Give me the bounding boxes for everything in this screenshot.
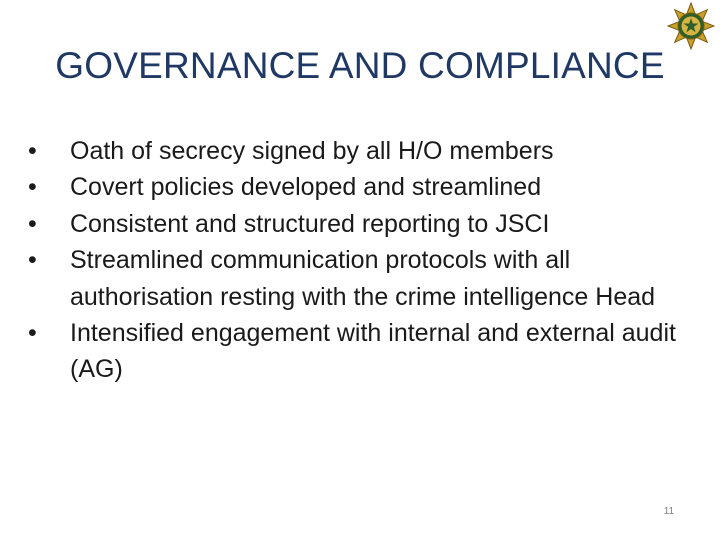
- page-number: 11: [663, 506, 675, 517]
- bullet-item: [28, 242, 688, 315]
- saps-star-emblem-icon: [667, 2, 715, 50]
- bullet-text: Oath of secrecy signed by all H/O members: [70, 137, 554, 165]
- bullet-dot-icon: •: [28, 173, 37, 202]
- bullet-text: Intensified engagement with internal and external audit (AG): [70, 319, 676, 384]
- bullet-item: [28, 169, 688, 205]
- emblem-graphic: [667, 2, 715, 50]
- bullet-item: [28, 133, 688, 169]
- bullet-text: Consistent and structured reporting to JSCI: [70, 209, 550, 238]
- bullet-dot-icon: •: [28, 209, 37, 238]
- slide-title: GOVERNANCE AND COMPLIANCE: [55, 45, 665, 86]
- bullet-dot-icon: •: [28, 137, 37, 165]
- bullet-item: [28, 315, 688, 388]
- bullet-dot-icon: •: [28, 319, 37, 348]
- bullet-item: [28, 206, 688, 242]
- bullet-list: [28, 133, 688, 388]
- bullet-dot-icon: •: [28, 246, 37, 275]
- bullet-text: Covert policies developed and streamlined: [70, 173, 542, 202]
- bullet-text: Streamlined communication protocols with all authorisation resting with the crime intelligence Head: [70, 246, 656, 311]
